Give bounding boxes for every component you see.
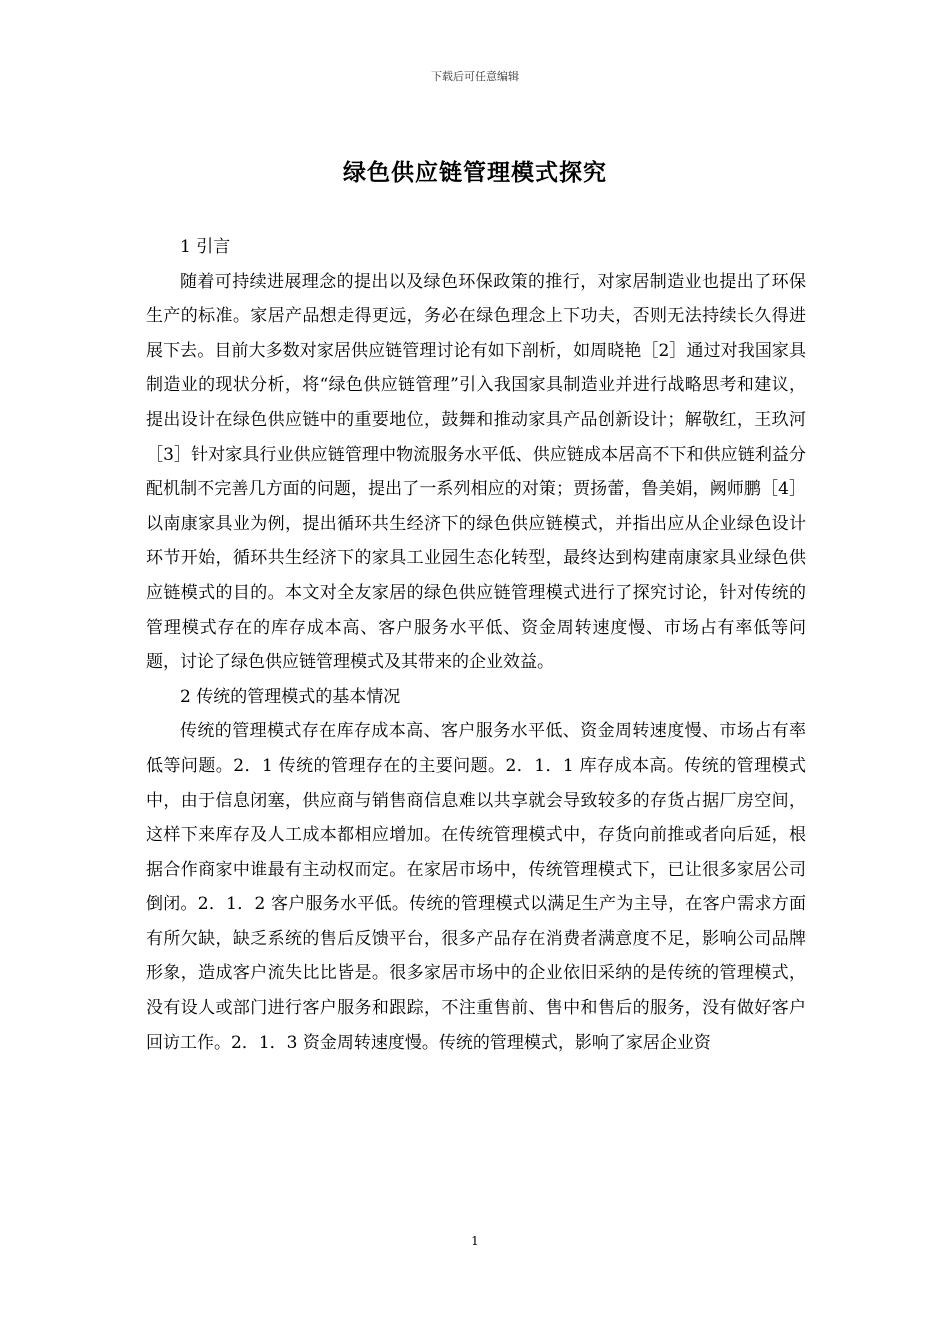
page-header-note: 下载后可任意编辑 (431, 70, 519, 83)
page-number: 1 (471, 1234, 479, 1248)
introduction-paragraph: 随着可持续进展理念的提出以及绿色环保政策的推行，对家居制造业也提出了环保生产的标准。家居产品想走得更远，务必在绿色理念上下功夫，否则无法持续长久得进展下去。目前大多数对家居供应链管理讨论有如下剖析，如周晓艳［2］通过对我国家具制造业的现状分析，将“绿色供应链管理”引入我国家具制造业并进行战略思考和建议，提出设计在绿色供应链中的重要地位，鼓舞和推动家具产品创新设计；解敬红，王玖河［3］针对家具行业供应链管理中物流服务水平低、供应链成本居高不下和供应链利益分配机制不完善几方面的问题，提出了一系列相应的对策；贾扬蕾，鲁美娟，阙师鹏［4］以南康家具业为例，提出循环共生经济下的绿色供应链模式，并指出应从企业绿色设计环节开始，循环共生经济下的家具工业园生态化转型，最终达到构建南康家具业绿色供应链模式的目的。本文对全友家居的绿色供应链管理模式进行了探究讨论，针对传统的管理模式存在的库存成本高、客户服务水平低、资金周转速度慢、市场占有率低等问题，讨论了绿色供应链管理模式及其带来的企业效益。 (146, 271, 806, 673)
traditional-model-paragraph: 传统的管理模式存在库存成本高、客户服务水平低、资金周转速度慢、市场占有率低等问题。2．1 传统的管理存在的主要问题。2．1．1 库存成本高。传统的管理模式中，由于信息闭塞，供应商与销售商信息难以共享就会导致较多的存货占据厂房空间，这样下来库存及人工成本都相应增加。在传统管理模式中，存货向前推或者向后延，根据合作商家中谁最有主动权而定。在家居市场中，传统管理模式下，已让很多家居公司倒闭。2．1．2 客户服务水平低。传统的管理模式以满足生产为主导，在客户需求方面有所欠缺，缺乏系统的售后反馈平台，很多产品存在消费者满意度不足，影响公司品牌形象，造成客户流失比比皆是。很多家居市场中的企业依旧采纳的是传统的管理模式，没有设人或部门进行客户服务和跟踪，不注重售前、售中和售后的服务，没有做好客户回访工作。2．1．3 资金周转速度慢。传统的管理模式，影响了家居企业资 (146, 721, 806, 1053)
section-heading-traditional-model: 2 传统的管理模式的基本情况 (180, 686, 401, 707)
section-heading-introduction: 1 引言 (180, 237, 231, 257)
document-body (146, 230, 806, 1060)
document-title: 绿色供应链管理模式探究 (343, 159, 607, 186)
